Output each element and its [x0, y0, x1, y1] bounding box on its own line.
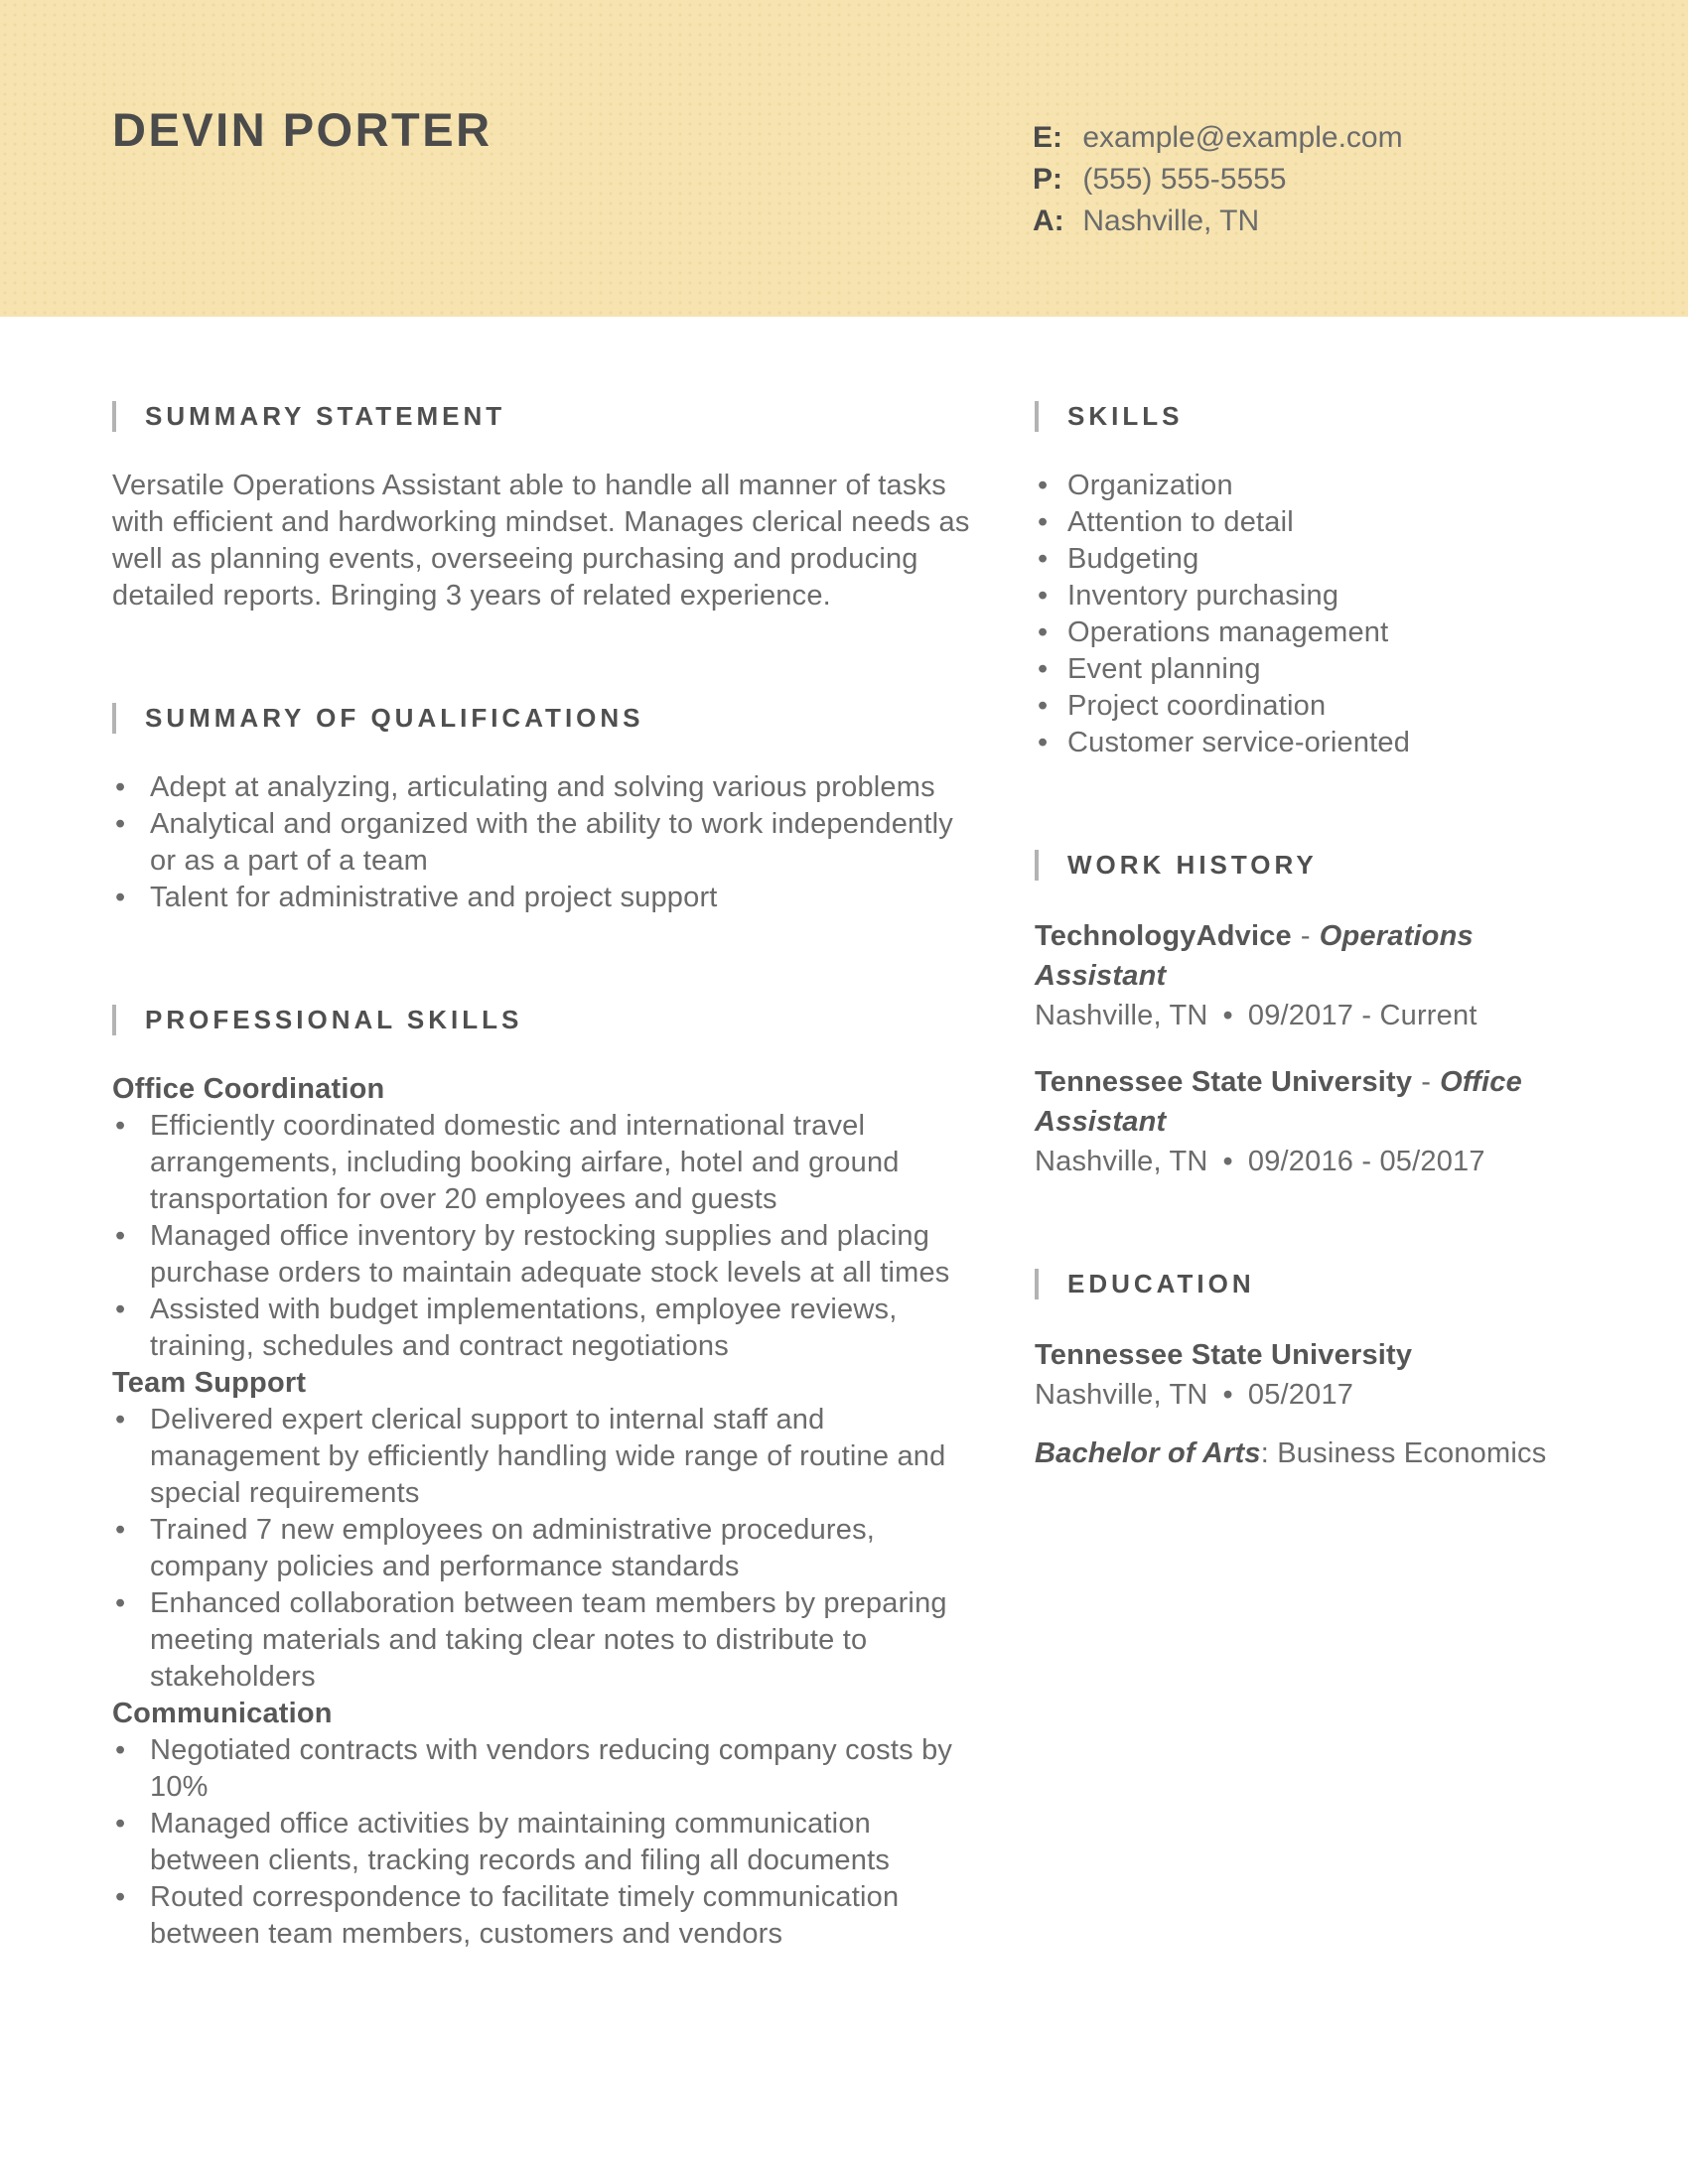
address-value: Nashville, TN [1082, 205, 1260, 237]
job-entry [1035, 1062, 1609, 1180]
bullet-item: • Assisted with budget implementations, employee reviews, training, schedules and contract negotiations [112, 1292, 974, 1365]
job-company: Tennessee State University [1035, 1066, 1413, 1098]
work-history-title: WORK HISTORY [1067, 849, 1318, 880]
section-education [1035, 1268, 1609, 1472]
job-title-line [1035, 916, 1609, 996]
job-separator: - [1300, 920, 1311, 952]
job-meta-line [1035, 998, 1609, 1034]
job-company: TechnologyAdvice [1035, 920, 1292, 952]
skills-title: SKILLS [1067, 400, 1184, 431]
job-role: Office Assistant [1035, 1066, 1522, 1138]
header-band [0, 0, 1688, 317]
section-title-bar [112, 401, 116, 432]
job-entry [1035, 916, 1609, 1034]
contact-address-row [1033, 201, 1403, 242]
job-location: Nashville, TN [1035, 1146, 1208, 1177]
right-column [1035, 400, 1609, 1953]
resume-body [0, 317, 1688, 1953]
job-meta-line [1035, 1144, 1609, 1180]
meta-bullet-icon: • [1222, 1146, 1233, 1177]
section-summary-statement [112, 400, 974, 614]
email-label: E: [1033, 121, 1062, 154]
education-degree-line [1035, 1435, 1609, 1472]
bullet-item: • Budgeting [1035, 541, 1609, 578]
skill-group-heading: Communication [112, 1698, 333, 1729]
skill-group-heading: Team Support [112, 1367, 307, 1399]
degree-field: : Business Economics [1260, 1437, 1547, 1469]
education-location: Nashville, TN [1035, 1379, 1208, 1411]
section-title-bar [112, 1005, 116, 1035]
section-title-bar [1035, 850, 1039, 881]
bullet-item: • Negotiated contracts with vendors reducing company costs by 10% [112, 1732, 974, 1806]
bullet-item: • Organization [1035, 468, 1609, 504]
professional-skills-title: PROFESSIONAL SKILLS [145, 1004, 523, 1034]
education-meta-line [1035, 1377, 1609, 1414]
bullet-item: • Managed office inventory by restocking supplies and placing purchase orders to maintain adequate stock levels at all times [112, 1218, 974, 1292]
meta-bullet-icon: • [1222, 1000, 1233, 1031]
education-title: EDUCATION [1067, 1268, 1255, 1298]
job-dates: 09/2017 - Current [1247, 1000, 1477, 1031]
summary-statement-title: SUMMARY STATEMENT [145, 400, 506, 431]
section-title [112, 400, 974, 432]
contact-email-row [1033, 117, 1403, 159]
section-title-bar [112, 703, 116, 734]
job-role: Operations Assistant [1035, 920, 1474, 992]
phone-value: (555) 555-5555 [1082, 163, 1287, 196]
summary-statement-text: Versatile Operations Assistant able to handle all manner of tasks with efficient and hardworking mindset. Manages clerical needs as well as planning events, overseeing purchasing and producing detailed reports. Bringing 3 years of related experience. [112, 470, 970, 612]
education-school: Tennessee State University [1035, 1339, 1413, 1371]
bullet-item: • Efficiently coordinated domestic and international travel arrangements, including booking airfare, hotel and ground transportation for over 20 employees and guests [112, 1108, 974, 1218]
job-title-line [1035, 1062, 1609, 1142]
job-location: Nashville, TN [1035, 1000, 1208, 1031]
section-title-bar [1035, 401, 1039, 432]
section-title [1035, 849, 1609, 881]
bullet-item: • Adept at analyzing, articulating and solving various problems [112, 769, 974, 806]
education-date: 05/2017 [1247, 1379, 1354, 1411]
bullet-item: • Inventory purchasing [1035, 578, 1609, 614]
section-title-bar [1035, 1269, 1039, 1299]
left-column [112, 400, 974, 1953]
skill-group-heading: Office Coordination [112, 1073, 385, 1105]
bullet-item: • Enhanced collaboration between team members by preparing meeting materials and taking clear notes to distribute to stakeholders [112, 1585, 974, 1696]
phone-label: P: [1033, 163, 1062, 196]
candidate-name: DEVIN PORTER [112, 103, 492, 156]
section-title [1035, 400, 1609, 432]
bullet-item: • Attention to detail [1035, 504, 1609, 541]
bullet-item: • Trained 7 new employees on administrative procedures, company policies and performance standards [112, 1512, 974, 1585]
bullet-item: • Customer service-oriented [1035, 725, 1609, 761]
section-title [1035, 1268, 1609, 1299]
meta-bullet-icon: • [1222, 1379, 1233, 1411]
section-professional-skills [112, 1004, 974, 1953]
qualifications-title: SUMMARY OF QUALIFICATIONS [145, 702, 644, 733]
contact-block [1033, 117, 1403, 242]
skill-group-list [112, 1732, 974, 1953]
section-skills [1035, 400, 1609, 761]
bullet-item: • Delivered expert clerical support to internal staff and management by efficiently handling wide range of routine and special requirements [112, 1402, 974, 1512]
section-title [112, 702, 974, 734]
bullet-item: • Event planning [1035, 651, 1609, 688]
job-dates: 09/2016 - 05/2017 [1247, 1146, 1485, 1177]
bullet-item: • Analytical and organized with the ability to work independently or as a part of a team [112, 806, 974, 880]
bullet-item: • Project coordination [1035, 688, 1609, 725]
email-value: example@example.com [1082, 121, 1403, 154]
bullet-item: • Talent for administrative and project support [112, 880, 974, 916]
section-title [112, 1004, 974, 1035]
skills-list [1035, 468, 1609, 761]
bullet-item: • Operations management [1035, 614, 1609, 651]
job-separator: - [1421, 1066, 1432, 1098]
contact-phone-row [1033, 159, 1403, 201]
bullet-item: • Managed office activities by maintaining communication between clients, tracking records and filing all documents [112, 1806, 974, 1879]
address-label: A: [1033, 205, 1064, 237]
degree-name: Bachelor of Arts [1035, 1437, 1261, 1469]
skill-group-list [112, 1108, 974, 1365]
skill-group-list [112, 1402, 974, 1696]
qualifications-list [112, 769, 974, 916]
bullet-item: • Routed correspondence to facilitate timely communication between team members, customers and vendors [112, 1879, 974, 1953]
section-qualifications [112, 702, 974, 916]
section-work-history [1035, 849, 1609, 1180]
